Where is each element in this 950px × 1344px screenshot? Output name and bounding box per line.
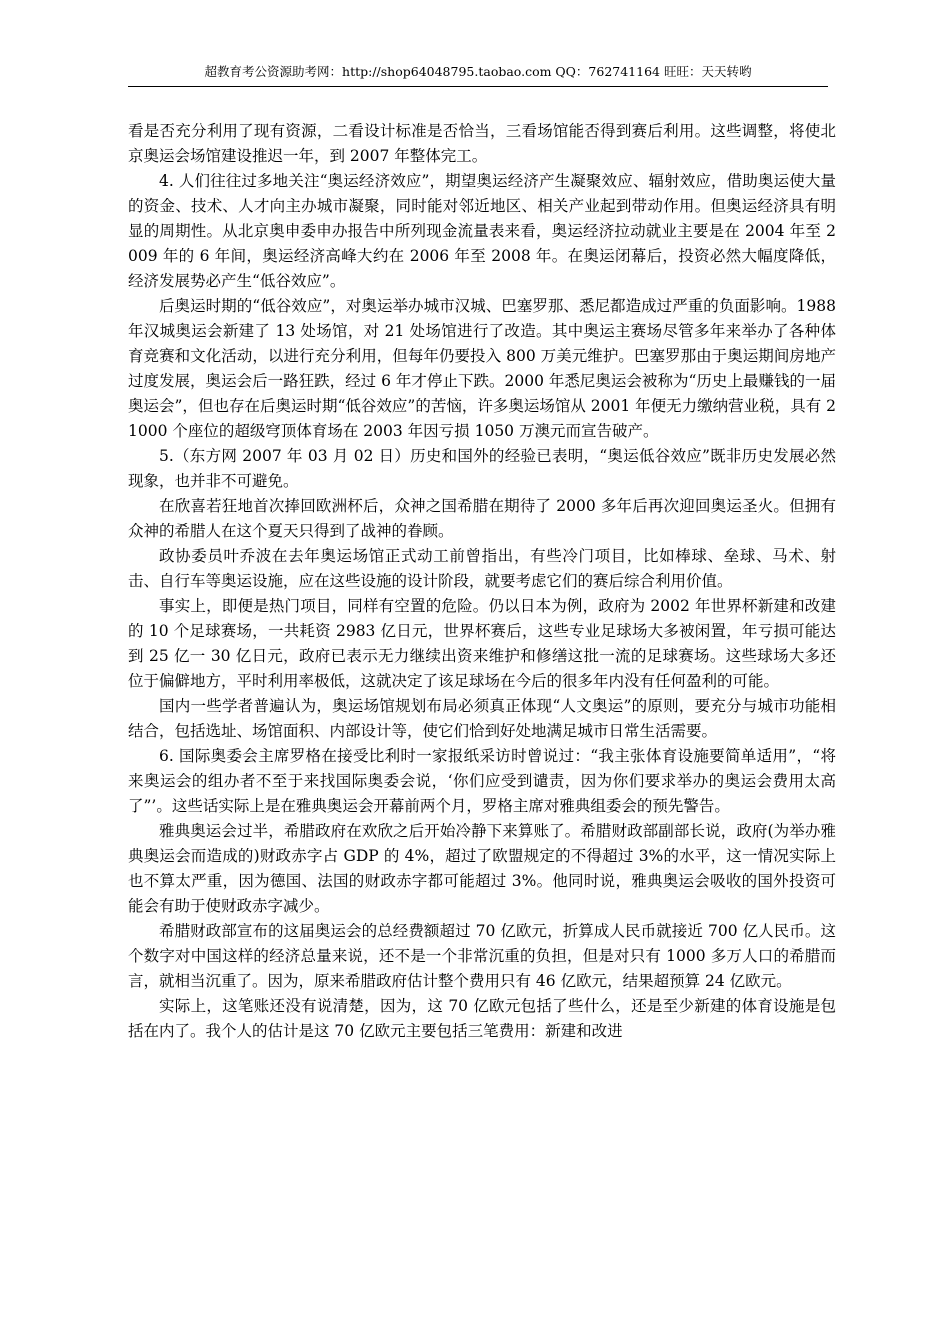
paragraph-japan-world-cup: 事实上，即便是热门项目，同样有空置的危险。仍以日本为例，政府为 2002 年世界杯新建和改建的 10 个足球赛场，一共耗资 2983 亿日元，世界杯赛后，这些专业足球场大多被闲置，年亏损可能达到 25 亿一 30 亿日元，政府已表示无力继续出资来维护和修缮这批一流的足球赛场。这些球场大多还位于偏僻地方，平时利用率极低，这就决定了该足球场在今后的很多年内没有任何盈利的可能。 — [128, 597, 836, 690]
paragraph-scholars-view: 国内一些学者普遍认为，奥运场馆规划布局必须真正体现“人文奥运”的原则，要充分与城市功能相结合，包括选址、场馆面积、内部设计等，使它们恰到好处地满足城市日常生活需要。 — [128, 697, 836, 740]
paragraph-post-olympic-trough: 后奥运时期的“低谷效应”，对奥运举办城市汉城、巴塞罗那、悉尼都造成过严重的负面影响。1988 年汉城奥运会新建了 13 处场馆，对 21 处场馆进行了改造。其中奥运主赛场尽管多年来举办了各种体育竞赛和文化活动，以进行充分利用，但每年仍要投入 800 万美元维护。巴塞罗那由于奥运期间房地产过度发展，奥运会后一路狂跌，经过 6 年才停止下跌。2000 年悉尼奥运会被称为“历史上最赚钱的一届奥运会”，但也存在后奥运时期“低谷效应”的苦恼，许多奥运场馆从 2001 年便无力缴纳营业税，具有 21000 个座位的超级穹顶体育场在 2003 年因亏损 1050 万澳元而宣告破产。 — [128, 297, 836, 440]
paragraph-greece: 在欣喜若狂地首次捧回欧洲杯后，众神之国希腊在期待了 2000 多年后再次迎回奥运圣火。但拥有众神的希腊人在这个夏天只得到了战神的眷顾。 — [128, 497, 836, 540]
document-body — [128, 119, 836, 1044]
paragraph-athens-deficit: 雅典奥运会过半，希腊政府在欢欣之后开始冷静下来算账了。希腊财政部副部长说，政府(为举办雅典奥运会而造成的)财政赤字占 GDP 的 4%，超过了欧盟规定的不得超过 3%的水平，这一情况实际上也不算太严重，因为德国、法国的财政赤字都可能超过 3%。他同时说，雅典奥运会吸收的国外投资可能会有助于使财政赤字减少。 — [128, 822, 836, 915]
paragraph-eastday-report: 5.（东方网 2007 年 03 月 02 日）历史和国外的经验已表明，“奥运低谷效应”既非历史发展必然现象，也并非不可避免。 — [128, 447, 836, 490]
paragraph-venue-adjustments: 看是否充分利用了现有资源，二看设计标准是否恰当，三看场馆能否得到赛后利用。这些调整，将使北京奥运会场馆建设推迟一年，到 2007 年整体完工。 — [128, 122, 836, 165]
paragraph-rogge-warning: 6. 国际奥委会主席罗格在接受比利时一家报纸采访时曾说过：“我主张体育设施要简单适用”，“将来奥运会的组办者不至于来找国际奥委会说，‘你们应受到谴责，因为你们要求举办的奥运会费用太高了”’。这些话实际上是在雅典奥运会开幕前两个月，罗格主席对雅典组委会的预先警告。 — [128, 747, 836, 815]
paragraph-olympic-economic-effect: 4. 人们往往过多地关注“奥运经济效应”，期望奥运经济产生凝聚效应、辐射效应，借助奥运使大量的资金、技术、人才向主办城市凝聚，同时能对邻近地区、相关产业起到带动作用。但奥运经济具有明显的周期性。从北京奥申委申办报告中所列现金流量表来看，奥运经济拉动就业主要是在 2004 年至 2009 年的 6 年间，奥运经济高峰大约在 2006 年至 2008 年。在奥运闭幕后，投资必然大幅度降低，经济发展势必产生“低谷效应”。 — [128, 172, 836, 290]
paragraph-ye-qiaobo: 政协委员叶乔波在去年奥运场馆正式动工前曾指出，有些冷门项目，比如棒球、垒球、马术、射击、自行车等奥运设施，应在这些设施的设计阶段，就要考虑它们的赛后综合利用价值。 — [128, 547, 836, 590]
paragraph-athens-budget: 希腊财政部宣布的这届奥运会的总经费额超过 70 亿欧元，折算成人民币就接近 700 亿人民币。这个数字对中国这样的经济总量来说，还不是一个非常沉重的负担，但是对只有 1000 多万人口的希腊而言，就相当沉重了。因为，原来希腊政府估计整个费用只有 46 亿欧元，结果超预算 24 亿欧元。 — [128, 922, 836, 990]
paragraph-cost-breakdown: 实际上，这笔账还没有说清楚，因为，这 70 亿欧元包括了些什么，还是至少新建的体育设施是包括在内了。我个人的估计是这 70 亿欧元主要包括三笔费用：新建和改进 — [128, 997, 836, 1040]
page-header: 超教育考公资源助考网：http://shop64048795.taobao.com QQ：762741164 旺旺：天天转哟 — [128, 58, 828, 87]
